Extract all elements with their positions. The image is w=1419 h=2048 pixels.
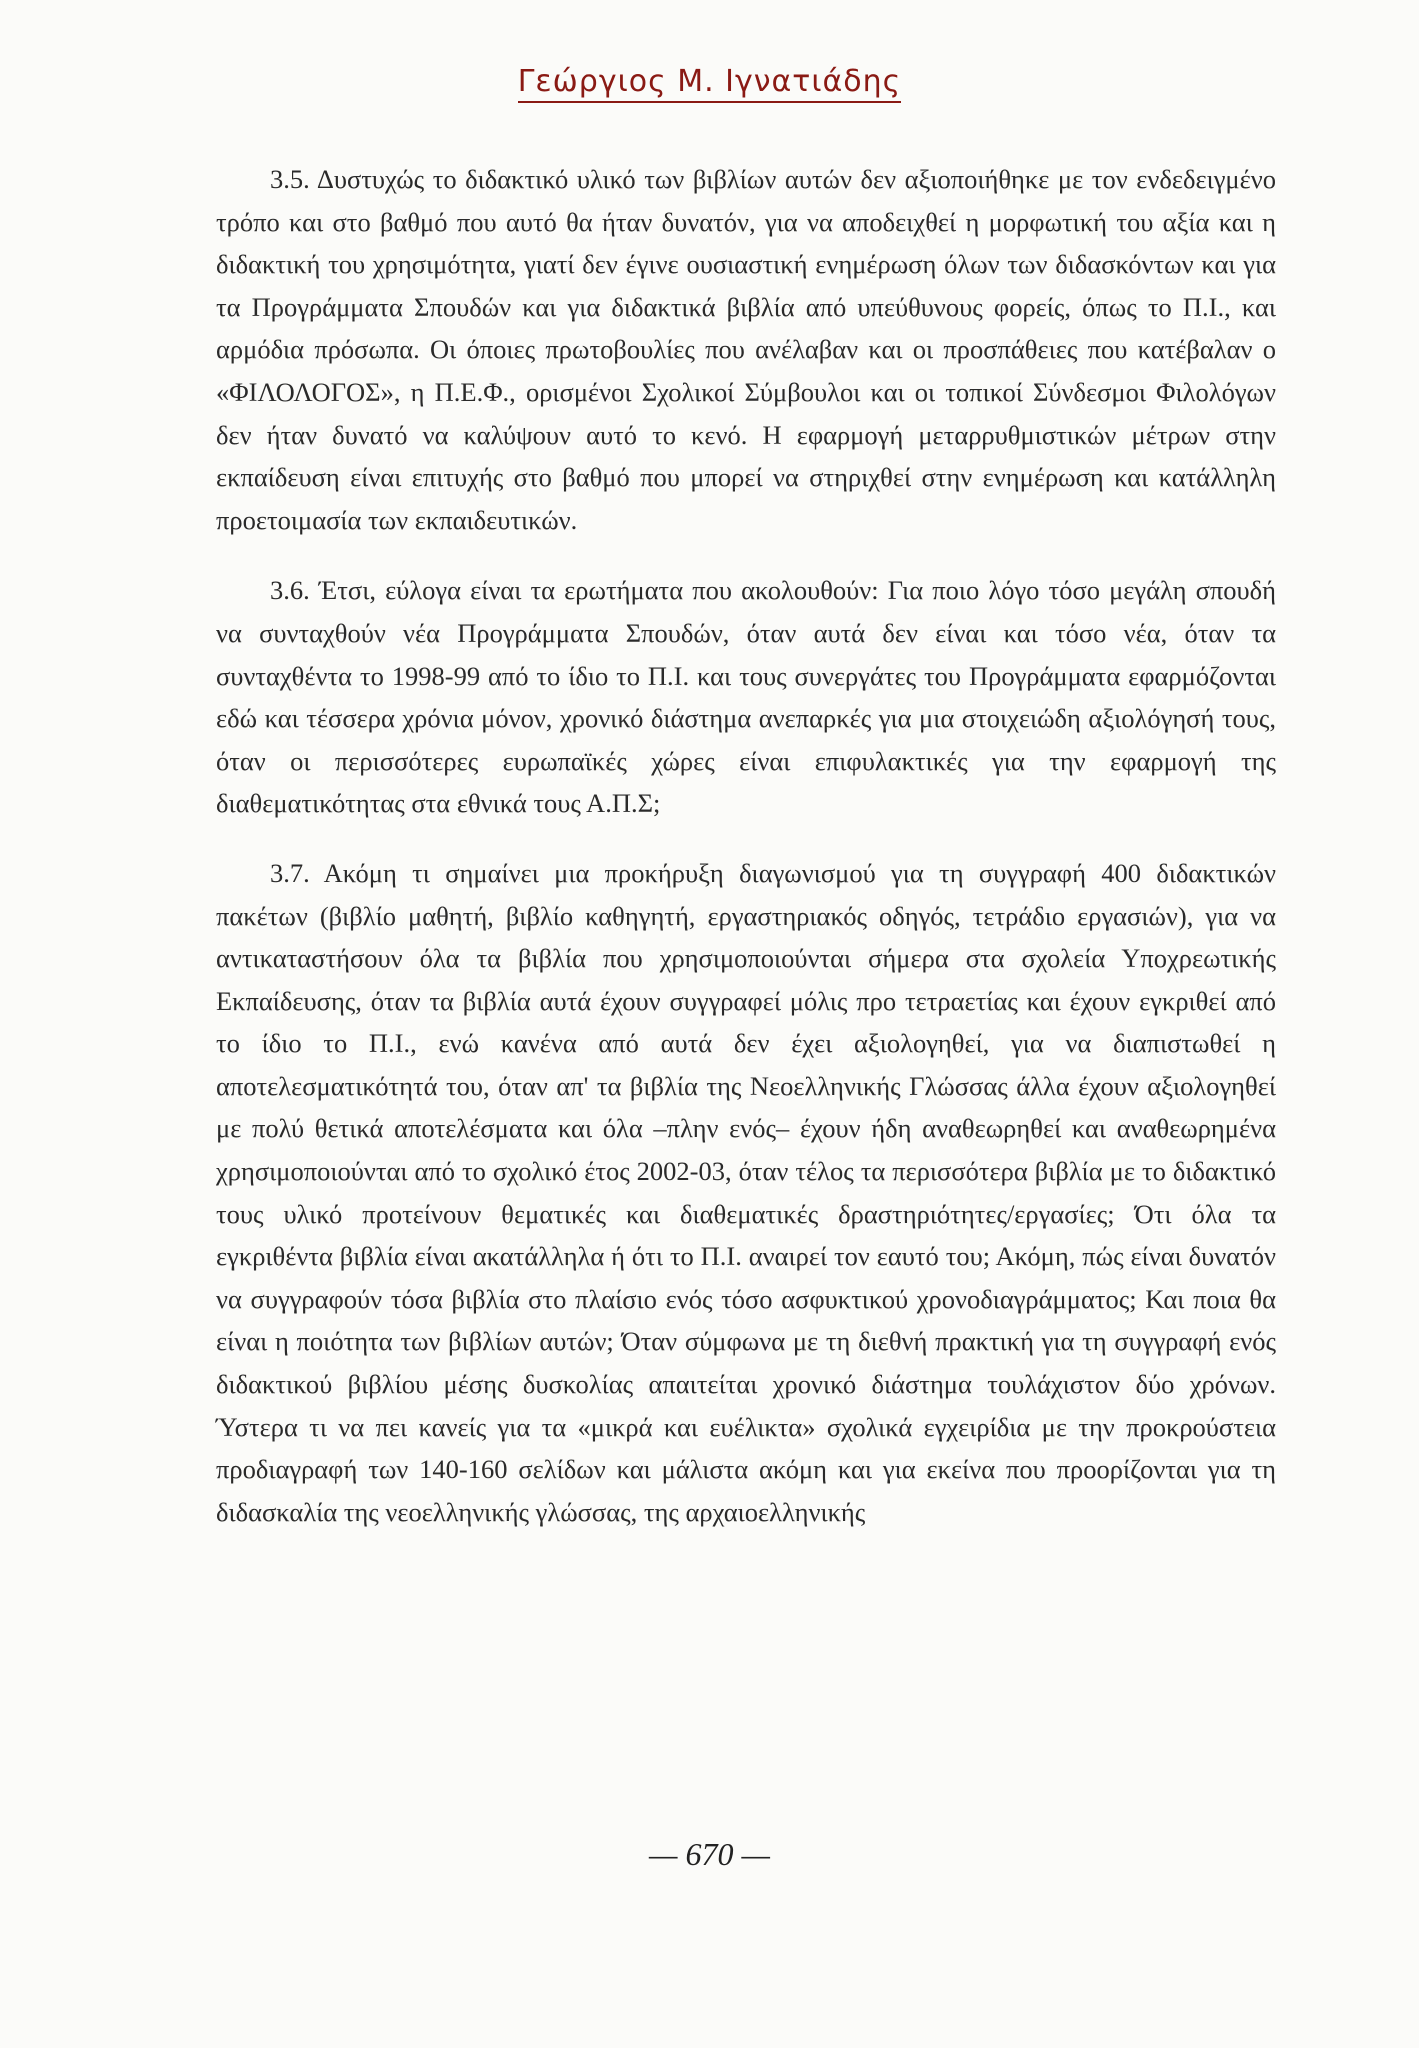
body-text	[216, 158, 1276, 1533]
page-number: — 670 —	[649, 1836, 770, 1872]
page-header	[0, 64, 1419, 103]
running-header-author: Γεώργιος Μ. Ιγνατιάδης	[518, 64, 902, 103]
paragraph-3-5: 3.5. Δυστυχώς το διδακτικό υλικό των βιβλίων αυτών δεν αξιοποιήθηκε με τον ενδεδειγμένο τρόπο και στο βαθμό που αυτό θα ήταν δυνατόν, για να αποδειχθεί η μορφωτική του αξία και η διδακτική του χρησιμότητα, γιατί δεν έγινε ουσιαστική ενημέρωση όλων των διδασκόντων και για τα Προγράμματα Σπουδών και για διδακτικά βιβλία από υπεύθυνους φορείς, όπως το Π.Ι., και αρμόδια πρόσωπα. Οι όποιες πρωτοβουλίες που ανέλαβαν και οι προσπάθειες που κατέβαλαν ο «ΦΙΛΟΛΟΓΟΣ», η Π.Ε.Φ., ορισμένοι Σχολικοί Σύμβουλοι και οι τοπικοί Σύνδεσμοι Φιλολόγων δεν ήταν δυνατό να καλύψουν αυτό το κενό. Η εφαρμογή μεταρρυθμιστικών μέτρων στην εκπαίδευση είναι επιτυχής στο βαθμό που μπορεί να στηριχθεί στην ενημέρωση και κατάλληλη προετοιμασία των εκπαιδευτικών.	[216, 164, 1276, 535]
paragraph-3-6: 3.6. Έτσι, εύλογα είναι τα ερωτήματα που ακολουθούν: Για ποιο λόγο τόσο μεγάλη σπουδή να συνταχθούν νέα Προγράμματα Σπουδών, όταν αυτά δεν είναι και τόσο νέα, όταν τα συνταχθέντα το 1998-99 από το ίδιο το Π.Ι. και τους συνεργάτες του Προγράμματα εφαρμόζονται εδώ και τέσσερα χρόνια μόνον, χρονικό διάστημα ανεπαρκές για μια στοιχειώδη αξιολόγησή τους, όταν οι περισσότερες ευρωπαϊκές χώρες είναι επιφυλακτικές για την εφαρμογή της διαθεματικότητας στα εθνικά τους Α.Π.Σ;	[216, 575, 1276, 819]
paragraph-3-7: 3.7. Ακόμη τι σημαίνει μια προκήρυξη διαγωνισμού για τη συγγραφή 400 διδακτικών πακέτων (βιβλίο μαθητή, βιβλίο καθηγητή, εργαστηριακός οδηγός, τετράδιο εργασιών), για να αντικαταστήσουν όλα τα βιβλία που χρησιμοποιούνται σήμερα στα σχολεία Υποχρεωτικής Εκπαίδευσης, όταν τα βιβλία αυτά έχουν συγγραφεί μόλις προ τετραετίας και έχουν εγκριθεί από το ίδιο το Π.Ι., ενώ κανένα από αυτά δεν έχει αξιολογηθεί, για να διαπιστωθεί η αποτελεσματικότητά του, όταν απ' τα βιβλία της Νεοελληνικής Γλώσσας άλλα έχουν αξιολογηθεί με πολύ θετικά αποτελέσματα και όλα –πλην ενός– έχουν ήδη αναθεωρηθεί και αναθεωρημένα χρησιμοποιούνται από το σχολικό έτος 2002-03, όταν τέλος τα περισσότερα βιβλία με το διδακτικό τους υλικό προτείνουν θεματικές και διαθεματικές δραστηριότητες/εργασίες; Ότι όλα τα εγκριθέντα βιβλία είναι ακατάλληλα ή ότι το Π.Ι. αναιρεί τον εαυτό του; Ακόμη, πώς είναι δυνατόν να συγγραφούν τόσα βιβλία στο πλαίσιο ενός τόσο ασφυκτικού χρονοδιαγράμματος; Και ποια θα είναι η ποιότητα των βιβλίων αυτών; Όταν σύμφωνα με τη διεθνή πρακτική για τη συγγραφή ενός διδακτικού βιβλίου μέσης δυσκολίας απαιτείται χρονικό διάστημα τουλάχιστον δύο χρόνων. Ύστερα τι να πει κανείς για τα «μικρά και ευέλικτα» σχολικά εγχειρίδια με την προκρούστεια προδιαγραφή των 140-160 σελίδων και μάλιστα ακόμη και για εκείνα που προορίζονται για τη διδασκαλία της νεοελληνικής γλώσσας, της αρχαιοελληνικής	[216, 857, 1276, 1527]
